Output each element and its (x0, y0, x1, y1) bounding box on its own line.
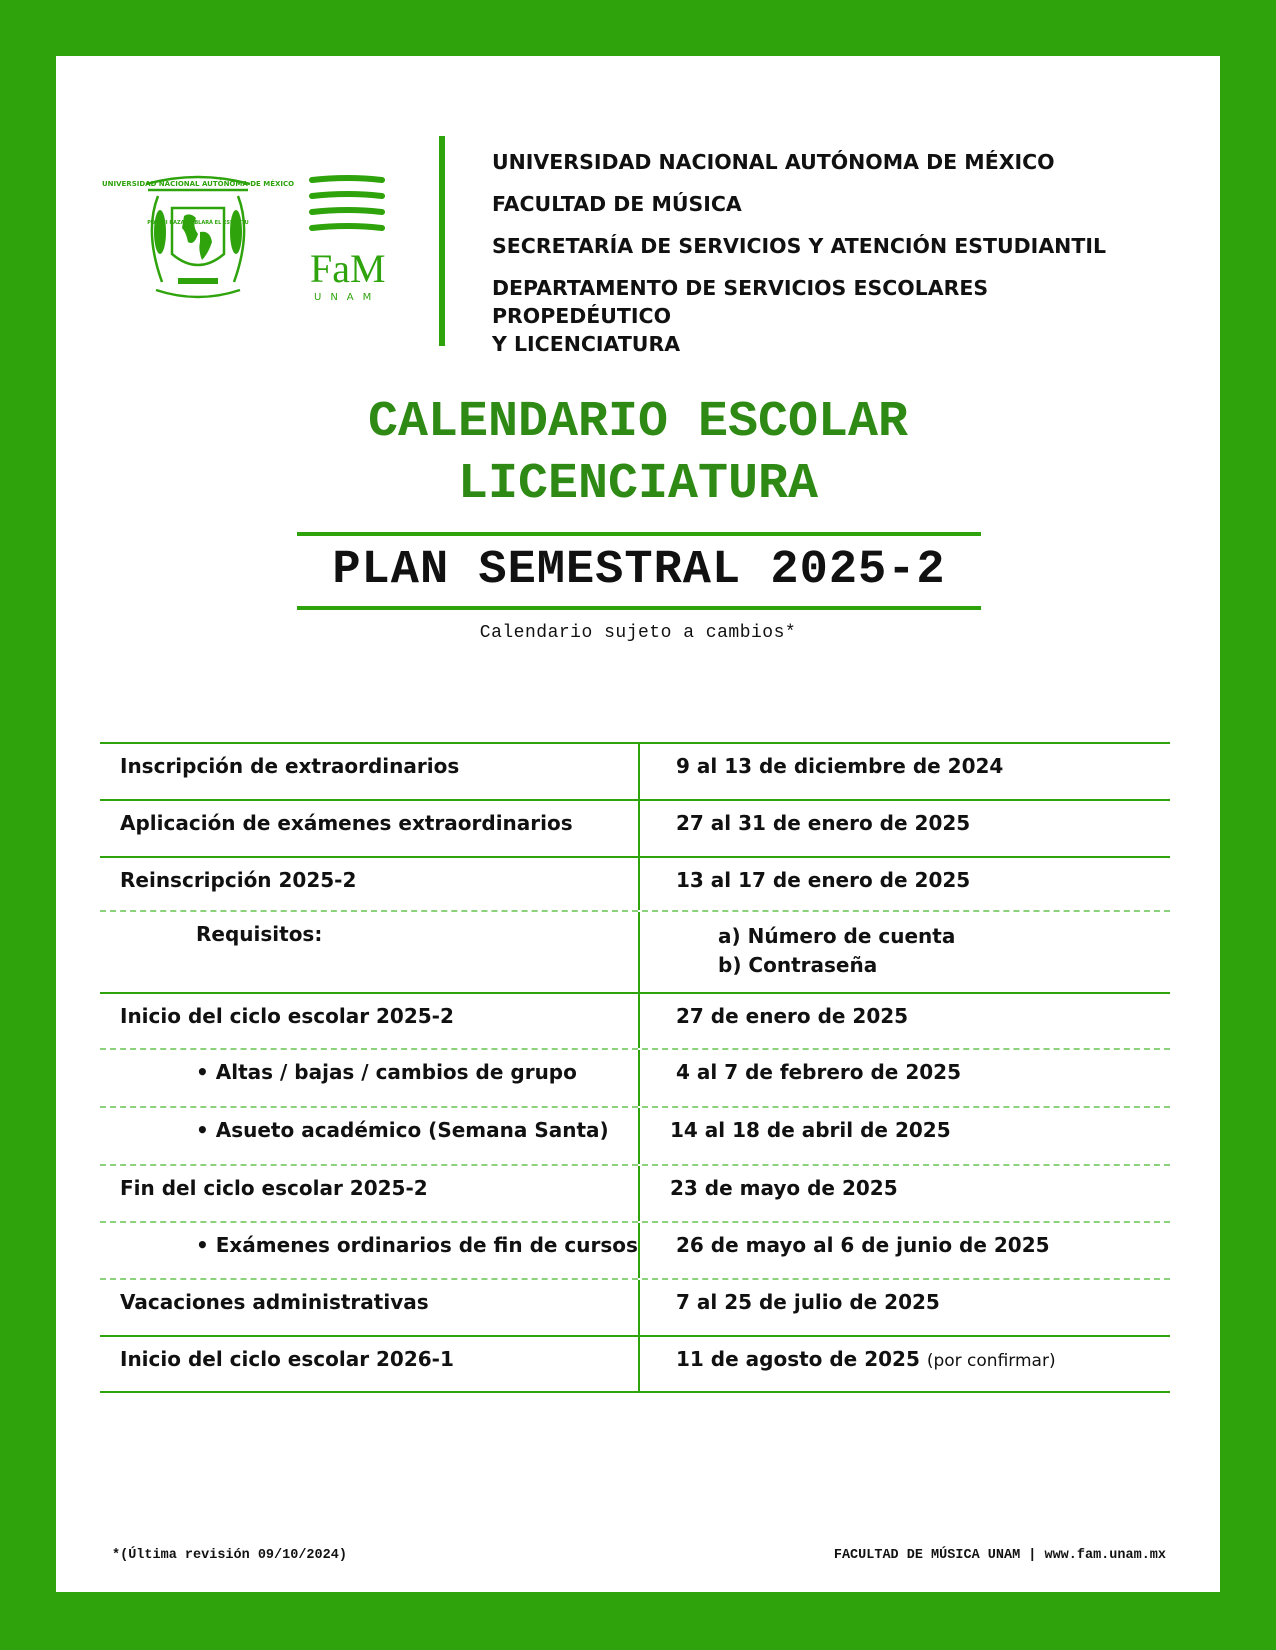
calendar-page (56, 56, 1220, 1592)
table-row (100, 801, 1170, 858)
revision-note: *(Última revisión 09/10/2024) (112, 1548, 347, 1563)
title-line-1: CALENDARIO ESCOLAR (367, 394, 909, 451)
event-date: 13 al 17 de enero de 2025 (676, 868, 971, 892)
table-row (100, 744, 1170, 801)
event-label: Fin del ciclo escolar 2025-2 (100, 1166, 640, 1221)
fam-logo-icon (308, 174, 388, 304)
plan-title: PLAN SEMESTRAL 2025-2 (332, 544, 946, 597)
event-date: 9 al 13 de diciembre de 2024 (676, 754, 1004, 778)
event-label: • Asueto académico (Semana Santa) (100, 1108, 640, 1164)
page-title (56, 392, 1220, 516)
fam-logo-word: FaM (310, 246, 386, 291)
institution-line: FACULTAD DE MÚSICA (492, 192, 742, 216)
table-row (100, 1337, 1170, 1391)
unam-seal-icon (101, 172, 295, 306)
schedule-table (100, 742, 1170, 1393)
event-date: 7 al 25 de julio de 2025 (676, 1290, 940, 1314)
changes-note: Calendario sujeto a cambios* (479, 623, 797, 643)
table-row (100, 994, 1170, 1050)
table-row (100, 912, 1170, 994)
event-label: Vacaciones administrativas (100, 1280, 640, 1335)
event-date: 26 de mayo al 6 de junio de 2025 (676, 1233, 1050, 1257)
institution-line: DEPARTAMENTO DE SERVICIOS ESCOLARES PROPEDÉUTICO (492, 276, 989, 328)
requirement-item: a) Número de cuenta (718, 924, 956, 948)
event-date: 14 al 18 de abril de 2025 (670, 1118, 951, 1142)
date-note: (por confirmar) (926, 1351, 1056, 1371)
event-date-cell (640, 1337, 1170, 1391)
event-date: 27 al 31 de enero de 2025 (676, 811, 971, 835)
title-line-2: LICENCIATURA (457, 456, 819, 513)
requirements-list (640, 912, 1170, 992)
plan-rule-bottom (297, 606, 981, 610)
table-row (100, 858, 1170, 912)
institution-block (492, 148, 1172, 372)
header-divider (439, 136, 445, 346)
event-date: 23 de mayo de 2025 (670, 1176, 898, 1200)
table-row (100, 1050, 1170, 1108)
event-date: 4 al 7 de febrero de 2025 (676, 1060, 961, 1084)
table-row (100, 1108, 1170, 1166)
table-row (100, 1166, 1170, 1223)
plan-banner (297, 532, 981, 610)
event-label: • Altas / bajas / cambios de grupo (100, 1050, 640, 1106)
event-label: Reinscripción 2025-2 (100, 858, 640, 910)
event-label: Inicio del ciclo escolar 2025-2 (100, 994, 640, 1048)
event-label: Requisitos: (100, 912, 640, 992)
header (56, 56, 1220, 356)
requirement-item: b) Contraseña (718, 953, 878, 977)
event-date: 11 de agosto de 2025 (676, 1347, 920, 1371)
event-label: • Exámenes ordinarios de fin de cursos (100, 1223, 640, 1278)
institution-line: SECRETARÍA DE SERVICIOS Y ATENCIÓN ESTUDIANTIL (492, 234, 1107, 258)
event-date: 27 de enero de 2025 (676, 1004, 909, 1028)
event-label: Inicio del ciclo escolar 2026-1 (100, 1337, 640, 1391)
table-row (100, 1223, 1170, 1280)
table-row (100, 1280, 1170, 1337)
footer-org: FACULTAD DE MÚSICA UNAM | www.fam.unam.mx (833, 1548, 1166, 1563)
unam-seal-motto: POR MI RAZA HABLARÁ EL ESPÍRITU (147, 220, 249, 226)
institution-line: UNIVERSIDAD NACIONAL AUTÓNOMA DE MÉXICO (492, 150, 1055, 174)
fam-logo-sub: UNAM (314, 292, 381, 303)
event-label: Aplicación de exámenes extraordinarios (100, 801, 640, 856)
institution-line: Y LICENCIATURA (492, 332, 681, 356)
unam-seal-ring-text: UNIVERSIDAD NACIONAL AUTÓNOMA DE MÉXICO (101, 180, 295, 188)
event-label: Inscripción de extraordinarios (100, 744, 640, 799)
